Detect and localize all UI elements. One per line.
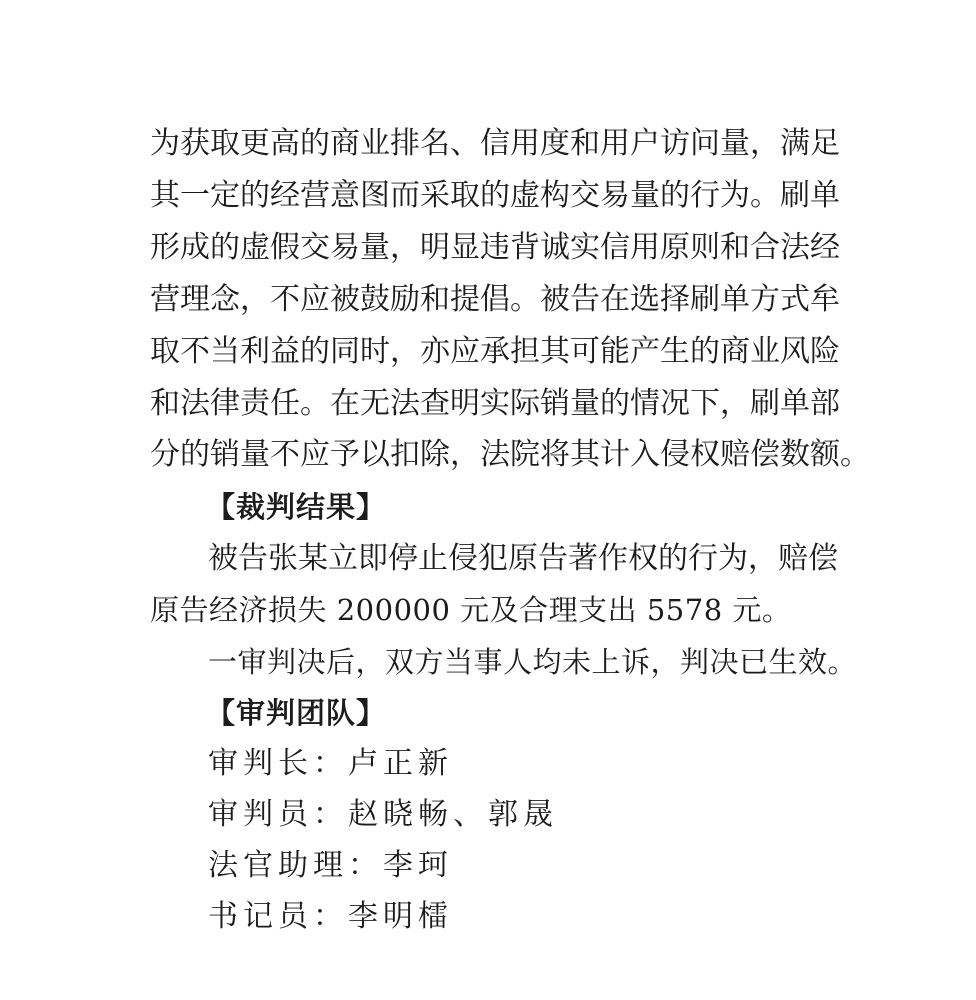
judges: 审判员：赵晓畅、郭晟 (208, 797, 558, 832)
paragraph-line: 取 不 当 利 益 的 同 时 ， 亦 应 承 担 其 可 能 产 生 的 商 业 风 险 (150, 334, 840, 369)
court-clerk: 书记员：李明檑 (208, 899, 453, 934)
judgment-line: 原告经济损失 200000 元及合理支出 5578 元。 (150, 593, 792, 627)
judgment-heading: 【裁判结果】 (206, 490, 387, 524)
paragraph-line: 其 一 定 的 经 营 意 图 而 采 取 的 虚 构 交 易 量 的 行 为 。 刷 单 (150, 178, 840, 213)
paragraph-line: 营 理 念 ， 不 应 被 鼓 励 和 提 倡 。 被 告 在 选 择 刷 单 方 式 牟 (150, 282, 840, 317)
paragraph-line: 为 获 取 更 高 的 商 业 排 名 、 信 用 度 和 用 户 访 问 量 ， 满 足 (150, 126, 840, 161)
judgment-effect-line: 一审判决后，双方当事人均未上诉，判决已生效。 (208, 645, 858, 679)
team-heading: 【审判团队】 (206, 696, 387, 730)
paragraph-line: 形 成 的 虚 假 交 易 量 ， 明 显 违 背 诚 实 信 用 原 则 和 合 法 经 (150, 230, 840, 265)
judge-assistant: 法官助理：李珂 (208, 848, 453, 883)
judgment-line: 被 告 张 某 立 即 停 止 侵 犯 原 告 著 作 权 的 行 为 ， 赔 偿 (208, 541, 838, 576)
paragraph-line: 分 的 销 量 不 应 予 以 扣 除 ， 法 院 将 其 计 入 侵 权 赔 偿 数 额 。 (150, 437, 870, 472)
paragraph-line: 和 法 律 责 任 。 在 无 法 查 明 实 际 销 量 的 情 况 下 ， 刷 单 部 (150, 386, 840, 421)
chief-judge: 审判长：卢正新 (208, 746, 453, 781)
